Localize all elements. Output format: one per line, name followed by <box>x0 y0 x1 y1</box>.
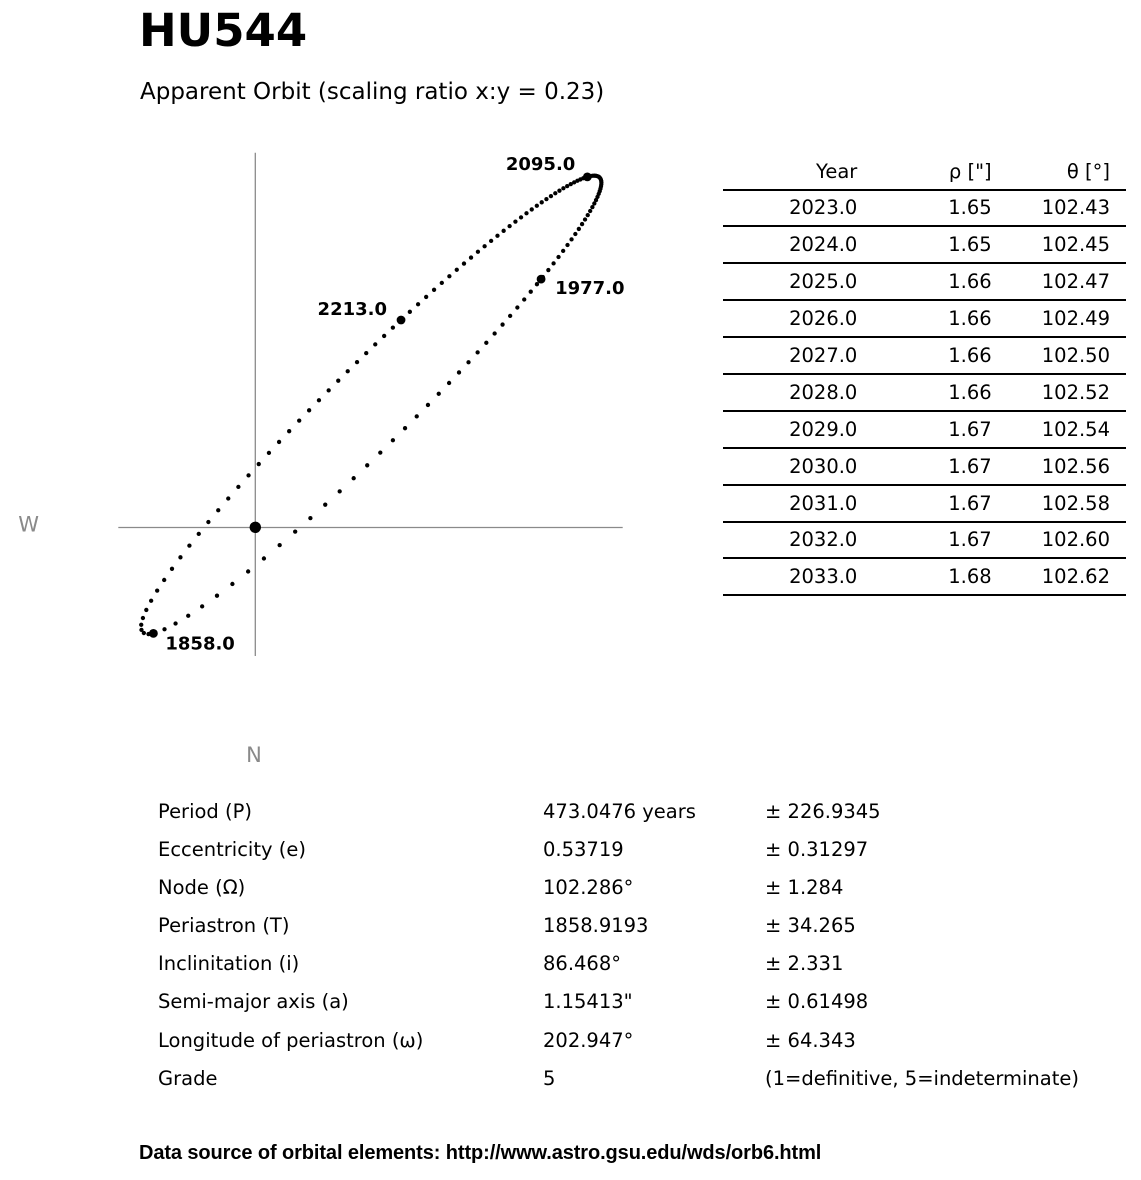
element-error: ± 0.61498 <box>765 990 869 1014</box>
orbit-dot <box>391 326 395 330</box>
table-cell: 102.45 <box>992 226 1126 263</box>
table-row <box>723 411 1126 448</box>
orbit-dot <box>257 462 261 466</box>
table-cell: 2029.0 <box>723 411 857 448</box>
orbit-dot <box>522 297 526 301</box>
primary-star-dot <box>250 522 261 533</box>
table-row <box>723 374 1126 411</box>
element-label: Longitude of periastron (ω) <box>158 1028 424 1052</box>
orbit-dot <box>508 314 512 318</box>
element-value: 1858.9193 <box>543 914 649 938</box>
orbit-dot <box>447 381 451 385</box>
orbital-element-row <box>158 907 1118 945</box>
orbit-dot <box>529 290 533 294</box>
orbit-dot <box>142 631 146 635</box>
table-row <box>723 226 1126 263</box>
table-cell: 102.47 <box>992 263 1126 300</box>
element-label: Period (P) <box>158 800 252 823</box>
orbit-dot <box>569 237 573 241</box>
table-row <box>723 485 1126 522</box>
orbit-dot <box>577 227 581 231</box>
table-cell: 2032.0 <box>723 522 857 559</box>
epoch-dot-1977.0 <box>537 275 546 284</box>
element-value: 1.15413" <box>543 990 633 1014</box>
orbit-dot <box>476 250 480 254</box>
orbit-dot <box>139 623 143 627</box>
orbit-dot <box>590 205 594 209</box>
orbit-dot <box>484 341 488 345</box>
table-cell: 2028.0 <box>723 374 857 411</box>
table-cell: 2024.0 <box>723 226 857 263</box>
orbit-dot <box>573 232 577 236</box>
table-cell: 102.54 <box>992 411 1126 448</box>
orbit-dot <box>230 582 234 586</box>
west-axis-label: W <box>18 512 40 537</box>
orbit-dot <box>187 544 191 548</box>
orbit-dot <box>500 322 504 326</box>
orbit-dot <box>556 255 560 259</box>
table-cell: 1.66 <box>857 300 991 337</box>
orbit-dot <box>336 379 340 383</box>
orbit-dot <box>149 599 153 603</box>
orbit-dot <box>535 204 539 208</box>
orbit-dot <box>365 463 369 467</box>
orbit-plot <box>0 0 710 790</box>
orbit-dot <box>382 334 386 338</box>
orbit-dot <box>482 244 486 248</box>
orbit-dot <box>507 224 511 228</box>
orbit-dot <box>469 255 473 259</box>
element-value: 473.0476 years <box>543 800 696 823</box>
orbit-dot <box>144 608 148 612</box>
orbit-dot <box>437 392 441 396</box>
orbit-dot <box>424 295 428 299</box>
table-row <box>723 558 1126 595</box>
table-row <box>723 190 1126 227</box>
table-cell: 2025.0 <box>723 263 857 300</box>
orbital-element-row <box>158 1022 1118 1060</box>
element-value: 86.468° <box>543 952 621 976</box>
table-cell: 102.56 <box>992 448 1126 485</box>
orbit-dot <box>466 360 470 364</box>
table-cell: 102.62 <box>992 558 1126 595</box>
table-cell: 1.66 <box>857 263 991 300</box>
orbit-dot <box>495 234 499 238</box>
orbit-dot <box>513 219 517 223</box>
orbit-dot <box>561 186 565 190</box>
orbit-dot <box>307 408 311 412</box>
orbit-dot <box>391 438 395 442</box>
epoch-dot-1858.0 <box>149 629 158 638</box>
orbit-dot <box>447 274 451 278</box>
orbit-dot <box>267 451 271 455</box>
orbit-dot <box>346 369 350 373</box>
element-label: Inclinitation (i) <box>158 952 300 976</box>
orbit-dot <box>173 621 177 625</box>
orbit-dot <box>580 222 584 226</box>
epoch-dots <box>149 172 592 637</box>
orbit-dot <box>455 268 459 272</box>
orbit-dot <box>162 578 166 582</box>
orbit-dot <box>457 370 461 374</box>
table-cell: 2027.0 <box>723 337 857 374</box>
table-row <box>723 300 1126 337</box>
orbit-dot <box>565 243 569 247</box>
orbit-dot <box>162 627 166 631</box>
ephemeris-table <box>723 155 1126 596</box>
table-cell: 2030.0 <box>723 448 857 485</box>
orbit-dot <box>408 310 412 314</box>
orbit-dot-series <box>139 174 603 637</box>
orbit-dot <box>170 567 174 571</box>
table-cell: 102.49 <box>992 300 1126 337</box>
element-value: 102.286° <box>543 876 634 900</box>
table-cell: 102.43 <box>992 190 1126 227</box>
orbit-dot <box>515 305 519 309</box>
element-error: ± 2.331 <box>765 952 844 976</box>
orbital-element-row <box>158 945 1118 983</box>
table-cell: 2023.0 <box>723 190 857 227</box>
orbit-dot <box>475 350 479 354</box>
orbital-element-row <box>158 1060 1118 1098</box>
table-cell: 102.52 <box>992 374 1126 411</box>
table-cell: 1.68 <box>857 558 991 595</box>
element-label: Eccentricity (e) <box>158 838 306 862</box>
table-cell: 102.58 <box>992 485 1126 522</box>
element-error: ± 226.9345 <box>765 800 881 823</box>
table-cell: 2031.0 <box>723 485 857 522</box>
table-cell: 1.66 <box>857 374 991 411</box>
epoch-label-2213.0: 2213.0 <box>317 299 388 321</box>
orbit-dot <box>246 569 250 573</box>
epoch-labels <box>165 154 624 654</box>
orbit-dot <box>317 398 321 402</box>
north-axis-label: N <box>246 743 262 767</box>
orbit-dot <box>524 211 528 215</box>
orbit-dot <box>308 516 312 520</box>
orbit-dot <box>492 331 496 335</box>
orbit-dot <box>186 614 190 618</box>
column-header-year: Year <box>723 155 857 190</box>
orbit-dot <box>287 429 291 433</box>
table-row <box>723 522 1126 559</box>
orbit-dot <box>278 543 282 547</box>
element-label: Periastron (T) <box>158 914 290 938</box>
orbit-dot <box>462 261 466 265</box>
page-title: HU544 <box>139 4 308 57</box>
orbit-dot <box>588 209 592 213</box>
orbital-elements-list <box>158 793 1118 1098</box>
orbit-dot <box>293 530 297 534</box>
table-cell: 102.50 <box>992 337 1126 374</box>
table-cell: 102.60 <box>992 522 1126 559</box>
orbital-element-row <box>158 869 1118 907</box>
element-label: Grade <box>158 1066 218 1090</box>
orbit-dot <box>364 351 368 355</box>
column-header-rho: ρ ["] <box>857 155 991 190</box>
epoch-label-1858.0: 1858.0 <box>165 633 235 655</box>
orbit-dot <box>236 485 240 489</box>
orbit-dot <box>155 589 159 593</box>
orbit-dot <box>440 281 444 285</box>
orbit-dot <box>206 520 210 524</box>
epoch-dot-2095.0 <box>583 172 592 181</box>
orbit-dot <box>352 476 356 480</box>
plot-subtitle: Apparent Orbit (scaling ratio x:y = 0.23) <box>140 79 605 105</box>
orbit-dot <box>200 604 204 608</box>
orbit-dot <box>586 213 590 217</box>
orbit-dot <box>565 184 569 188</box>
table-cell: 1.65 <box>857 190 991 227</box>
table-cell: 1.67 <box>857 485 991 522</box>
element-value: 202.947° <box>543 1028 634 1052</box>
data-source-note: Data source of orbital elements: http://www.astro.gsu.edu/wds/orb6.html <box>139 1142 822 1164</box>
table-cell: 1.67 <box>857 448 991 485</box>
element-label: Node (Ω) <box>158 876 246 900</box>
orbit-dot <box>141 616 145 620</box>
orbit-dot <box>415 414 419 418</box>
orbit-dot <box>546 268 550 272</box>
orbit-dot <box>489 239 493 243</box>
table-cell: 1.67 <box>857 522 991 559</box>
element-value: 0.53719 <box>543 838 624 862</box>
orbit-dot <box>297 419 301 423</box>
orbit-dot <box>540 200 544 204</box>
table-cell: 1.66 <box>857 337 991 374</box>
table-cell: 1.67 <box>857 411 991 448</box>
orbit-dot <box>501 229 505 233</box>
orbit-dot <box>561 249 565 253</box>
orbit-dot <box>403 426 407 430</box>
element-error: ± 64.343 <box>765 1028 856 1052</box>
epoch-label-2095.0: 2095.0 <box>505 153 576 175</box>
orbit-dot <box>323 503 327 507</box>
orbit-dot <box>215 594 219 598</box>
epoch-label-1977.0: 1977.0 <box>555 278 625 300</box>
ephemeris-table-header <box>723 155 1126 190</box>
orbit-dot <box>378 450 382 454</box>
orbit-dot <box>338 489 342 493</box>
orbit-dot <box>553 191 557 195</box>
element-label: Semi-major axis (a) <box>158 990 349 1014</box>
orbit-dot <box>426 403 430 407</box>
orbit-dot <box>557 189 561 193</box>
orbit-dot <box>197 532 201 536</box>
orbit-dot <box>432 288 436 292</box>
element-error: ± 1.284 <box>765 876 844 900</box>
table-row <box>723 448 1126 485</box>
orbit-dot <box>277 440 281 444</box>
table-row <box>723 337 1126 374</box>
orbit-dot <box>226 496 230 500</box>
orbit-dot <box>544 197 548 201</box>
orbit-dot <box>246 473 250 477</box>
orbit-dot <box>530 207 534 211</box>
orbit-dot <box>549 194 553 198</box>
orbit-dot <box>373 342 377 346</box>
orbital-element-row <box>158 983 1118 1021</box>
orbit-dot <box>583 217 587 221</box>
epoch-dot-2213.0 <box>397 316 406 325</box>
element-value: 5 <box>543 1066 556 1090</box>
orbit-dot <box>551 261 555 265</box>
table-cell: 2033.0 <box>723 558 857 595</box>
orbit-dot <box>178 555 182 559</box>
orbit-dot <box>416 302 420 306</box>
orbit-dot <box>355 360 359 364</box>
element-error: ± 34.265 <box>765 914 856 938</box>
column-header-theta: θ [°] <box>992 155 1126 190</box>
element-error: ± 0.31297 <box>765 838 869 862</box>
orbit-dot <box>327 388 331 392</box>
table-cell: 1.65 <box>857 226 991 263</box>
orbit-dot <box>262 556 266 560</box>
orbit-dot <box>535 282 539 286</box>
table-cell: 2026.0 <box>723 300 857 337</box>
orbit-dot <box>519 215 523 219</box>
orbital-element-row <box>158 831 1118 869</box>
element-error: (1=definitive, 5=indeterminate) <box>765 1066 1079 1090</box>
table-row <box>723 263 1126 300</box>
orbital-element-row <box>158 793 1118 831</box>
orbit-dot <box>216 508 220 512</box>
